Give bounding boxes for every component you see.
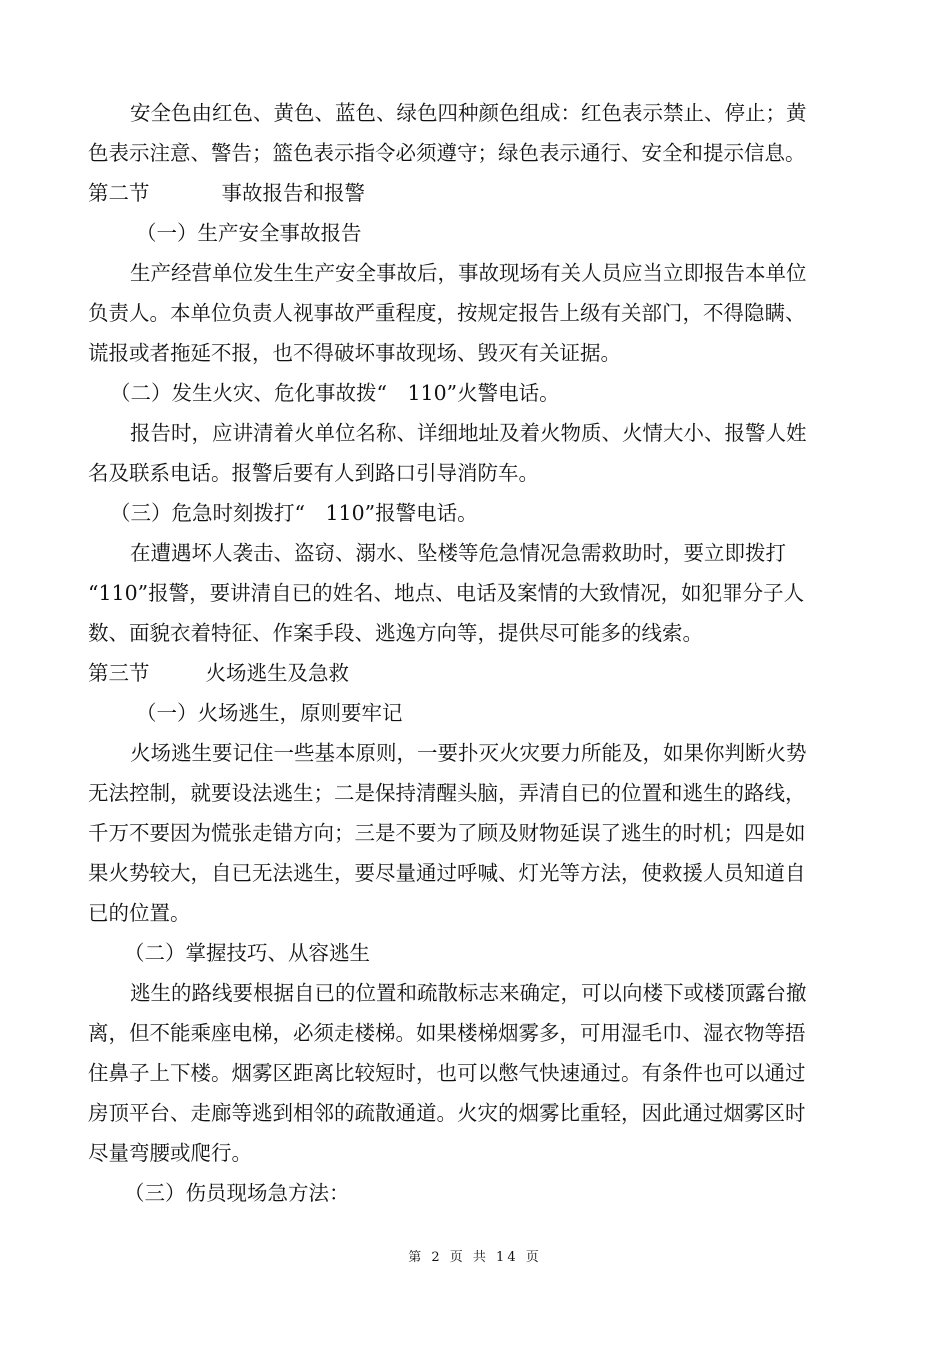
paragraph-line: 千万不要因为慌张走错方向；三是不要为了顾及财物延误了逃生的时机；四是如 [88,821,806,845]
paragraph-line: 数、面貌衣着特征、作案手段、逃逸方向等，提供尽可能多的线索。 [88,621,703,645]
subsection-heading: （二）掌握技巧、从容逃生 [124,941,370,965]
paragraph-line: 安全色由红色、黄色、蓝色、绿色四种颜色组成：红色表示禁止、停止；黄 [130,101,807,125]
paragraph-line: 住鼻子上下楼。烟雾区距离比较短时，也可以憋气快速通过。有条件也可以通过 [88,1061,806,1085]
subsection-heading: （一）生产安全事故报告 [136,221,362,245]
paragraph-line: 在遭遇坏人袭击、盗窃、溺水、坠楼等危急情况急需救助时，要立即拨打 [130,541,786,565]
section-title: 事故报告和报警 [221,181,365,205]
paragraph-line: 火场逃生要记住一些基本原则，一要扑灭火灾要力所能及，如果你判断火势 [130,741,807,765]
subsection-heading: （三）伤员现场急方法： [124,1181,350,1205]
section-heading [88,178,365,208]
paragraph-line: 离，但不能乘座电梯，必须走楼梯。如果楼梯烟雾多，可用湿毛巾、湿衣物等捂 [88,1021,806,1045]
paragraph-line: 已的位置。 [88,901,191,925]
paragraph-line: 报告时，应讲清着火单位名称、详细地址及着火物质、火情大小、报警人姓 [130,421,807,445]
paragraph-line: 无法控制，就要设法逃生；二是保持清醒头脑，弄清自已的位置和逃生的路线， [88,781,806,805]
paragraph-line: 名及联系电话。报警后要有人到路口引导消防车。 [88,461,539,485]
paragraph-line: 负责人。本单位负责人视事故严重程度，按规定报告上级有关部门，不得隐瞒、 [88,301,806,325]
paragraph-line: 谎报或者拖延不报，也不得破坏事故现场、毁灭有关证据。 [88,341,621,365]
paragraph-line: 尽量弯腰或爬行。 [88,1141,252,1165]
paragraph-line: 逃生的路线要根据自已的位置和疏散标志来确定，可以向楼下或楼顶露台撤 [130,981,807,1005]
paragraph-line: 果火势较大，自已无法逃生，要尽量通过呼喊、灯光等方法，使救援人员知道自 [88,861,806,885]
section-heading [88,658,349,688]
paragraph-line: 色表示注意、警告；篮色表示指令必须遵守；绿色表示通行、安全和提示信息。 [88,141,806,165]
subsection-heading: （三）危急时刻拨打“ 110”报警电话。 [110,501,478,525]
section-label: 第三节 [88,661,150,685]
section-label: 第二节 [88,181,150,205]
paragraph-line: “110”报警，要讲清自已的姓名、地点、电话及案情的大致情况，如犯罪分子人 [88,581,805,605]
subsection-heading: （一）火场逃生，原则要牢记 [136,701,403,725]
subsection-heading: （二）发生火灾、危化事故拨“ 110”火警电话。 [110,381,560,405]
paragraph-line: 房顶平台、走廊等逃到相邻的疏散通道。火灾的烟雾比重轻，因此通过烟雾区时 [88,1101,806,1125]
page-footer: 第 2 页 共 14 页 [408,1250,542,1265]
section-title: 火场逃生及急救 [205,661,349,685]
paragraph-line: 生产经营单位发生生产安全事故后，事故现场有关人员应当立即报告本单位 [130,261,807,285]
